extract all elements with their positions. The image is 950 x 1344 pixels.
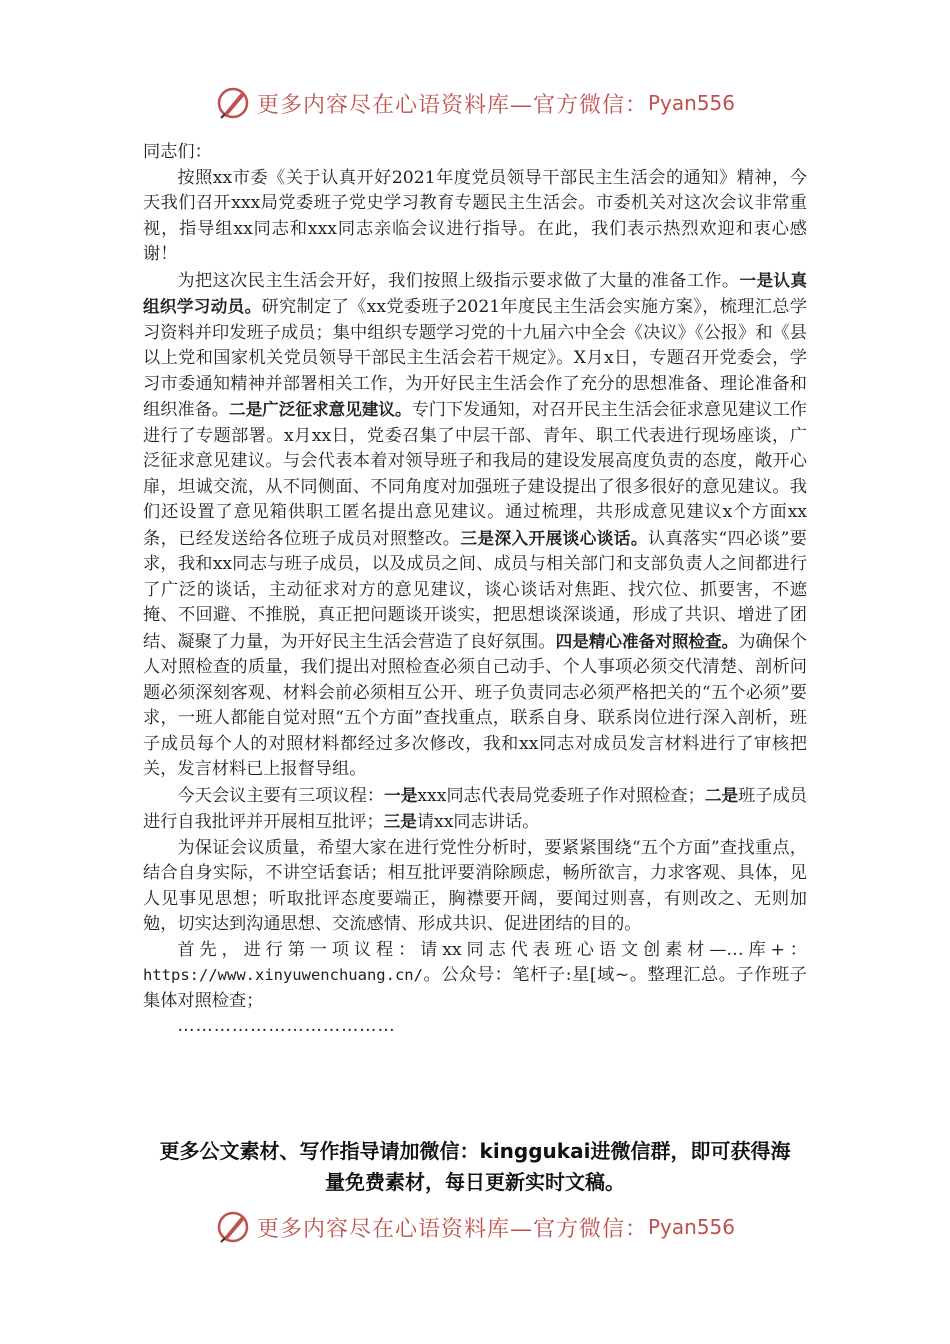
paragraph-intro: 按照xx市委《关于认真开好2021年度党员领导干部民主生活会的通知》精神，今天我们召开xxx局党委班子党史学习教育专题民主生活会。市委机关对这次会议非常重视，指导组xx同志和xxx同志亲临会议进行指导。在此，我们表示热烈欢迎和衷心感谢！ bbox=[143, 167, 807, 264]
banner-brand-text: 更多内容尽在心语资料库—官方微信： bbox=[256, 92, 648, 118]
paragraph-first-item: 首先，进行第一项议程：请xx同志代表班心语文创素材—…库+：https://www.xinyuwenchuang.cn/。公众号：笔杆子:星[域~。整理汇总。子作班子集体对照检查； bbox=[143, 939, 807, 1011]
point-four-heading: 四是精心准备对照检查。 bbox=[555, 631, 739, 651]
paragraph-agenda: 今天会议主要有三项议程：一是xxx同志代表局党委班子作对照检查；二是班子成员进行自我批评并开展相互批评；三是请xx同志讲话。 bbox=[143, 785, 807, 832]
document-body bbox=[143, 140, 807, 1040]
banner-wechat-id: Pyan556 bbox=[648, 1215, 736, 1239]
footer-promo-note: 更多公文素材、写作指导请加微信：kinggukai进微信群，即可获得海量免费素材，每日更新实时文稿。 bbox=[159, 1139, 791, 1194]
header-banner bbox=[0, 78, 950, 128]
point-one-heading: 一是认真组织学习动员。 bbox=[143, 270, 807, 316]
footer-banner bbox=[0, 1202, 950, 1252]
point-two-heading: 二是广泛征求意见建议。 bbox=[228, 400, 412, 419]
salutation: 同志们： bbox=[143, 142, 212, 162]
ellipsis-line: ……………………………… bbox=[177, 1016, 396, 1036]
paragraph-preparation: 为把这次民主生活会开好，我们按照上级指示要求做了大量的准备工作。一是认真组织学习动员。研究制定了《xx党委班子2021年度民主生活会实施方案》，梳理汇总学习资料并印发班子成员；集中组织专题学习党的十九届六中全会《决议》《公报》和《县以上党和国家机关党员领导干部民主生活会若干规定》。X月x日，专题召开党委会，学习市委通知精神并部署相关工作，为开好民主生活会作了充分的思想准备、理论准备和组织准备。二是广泛征求意见建议。专门下发通知，对召开民主生活会征求意见建议工作进行了专题部署。x月xx日，党委召集了中层干部、青年、职工代表进行现场座谈，广泛征求意见建议。与会代表本着对领导班子和我局的建设发展高度负责的态度，敞开心扉，坦诚交流，从不同侧面、不同角度对加强班子建设提出了很多很好的意见建议。我们还设置了意见箱供职工匿名提出意见建议。通过梳理，共形成意见建议x个方面xx条，已经发送给各位班子成员对照整改。三是深入开展谈心谈话。认真落实“四必谈”要求，我和xx同志与班子成员，以及成员之间、成员与相关部门和支部负责人之间都进行了广泛的谈话，主动征求对方的意见建议，谈心谈话对焦距、找穴位、抓要害，不遮掩、不回避、不推脱，真正把问题谈开谈实，把思想谈深谈通，形成了共识、增进了团结、凝聚了力量，为开好民主生活会营造了良好氛围。四是精心准备对照检查。为确保个人对照检查的质量，我们提出对照检查必须自己动手、个人事项必须交代清楚、剖析问题必须深刻客观、材料会前必须相互公开、班子负责同志必须严格把关的“五个必须”要求，一班人都能自觉对照“五个方面”查找重点，联系自身、联系岗位进行深入剖析，班子成员每个人的对照材料都经过多次修改，我和xx同志对成员发言材料进行了审核把关，发言材料已上报督导组。 bbox=[143, 270, 808, 779]
website-link[interactable]: https://www.xinyuwenchuang.cn/ bbox=[143, 966, 423, 984]
quill-logo-icon bbox=[215, 85, 251, 121]
banner-brand-text: 更多内容尽在心语资料库—官方微信： bbox=[256, 1216, 648, 1242]
point-three-heading: 三是深入开展谈心谈话。 bbox=[460, 528, 648, 548]
quill-logo-icon bbox=[215, 1209, 251, 1245]
banner-wechat-id: Pyan556 bbox=[648, 91, 736, 115]
paragraph-requirements: 为保证会议质量，希望大家在进行党性分析时，要紧紧围绕“五个方面”查找重点，结合自身实际，不讲空话套话；相互批评要消除顾虑，畅所欲言，力求客观、具体，见人见事见思想；听取批评态度要端正，胸襟要开阔，要闻过则喜，有则改之、无则加勉，切实达到沟通思想、交流感情、形成共识、促进团结的目的。 bbox=[143, 837, 807, 934]
